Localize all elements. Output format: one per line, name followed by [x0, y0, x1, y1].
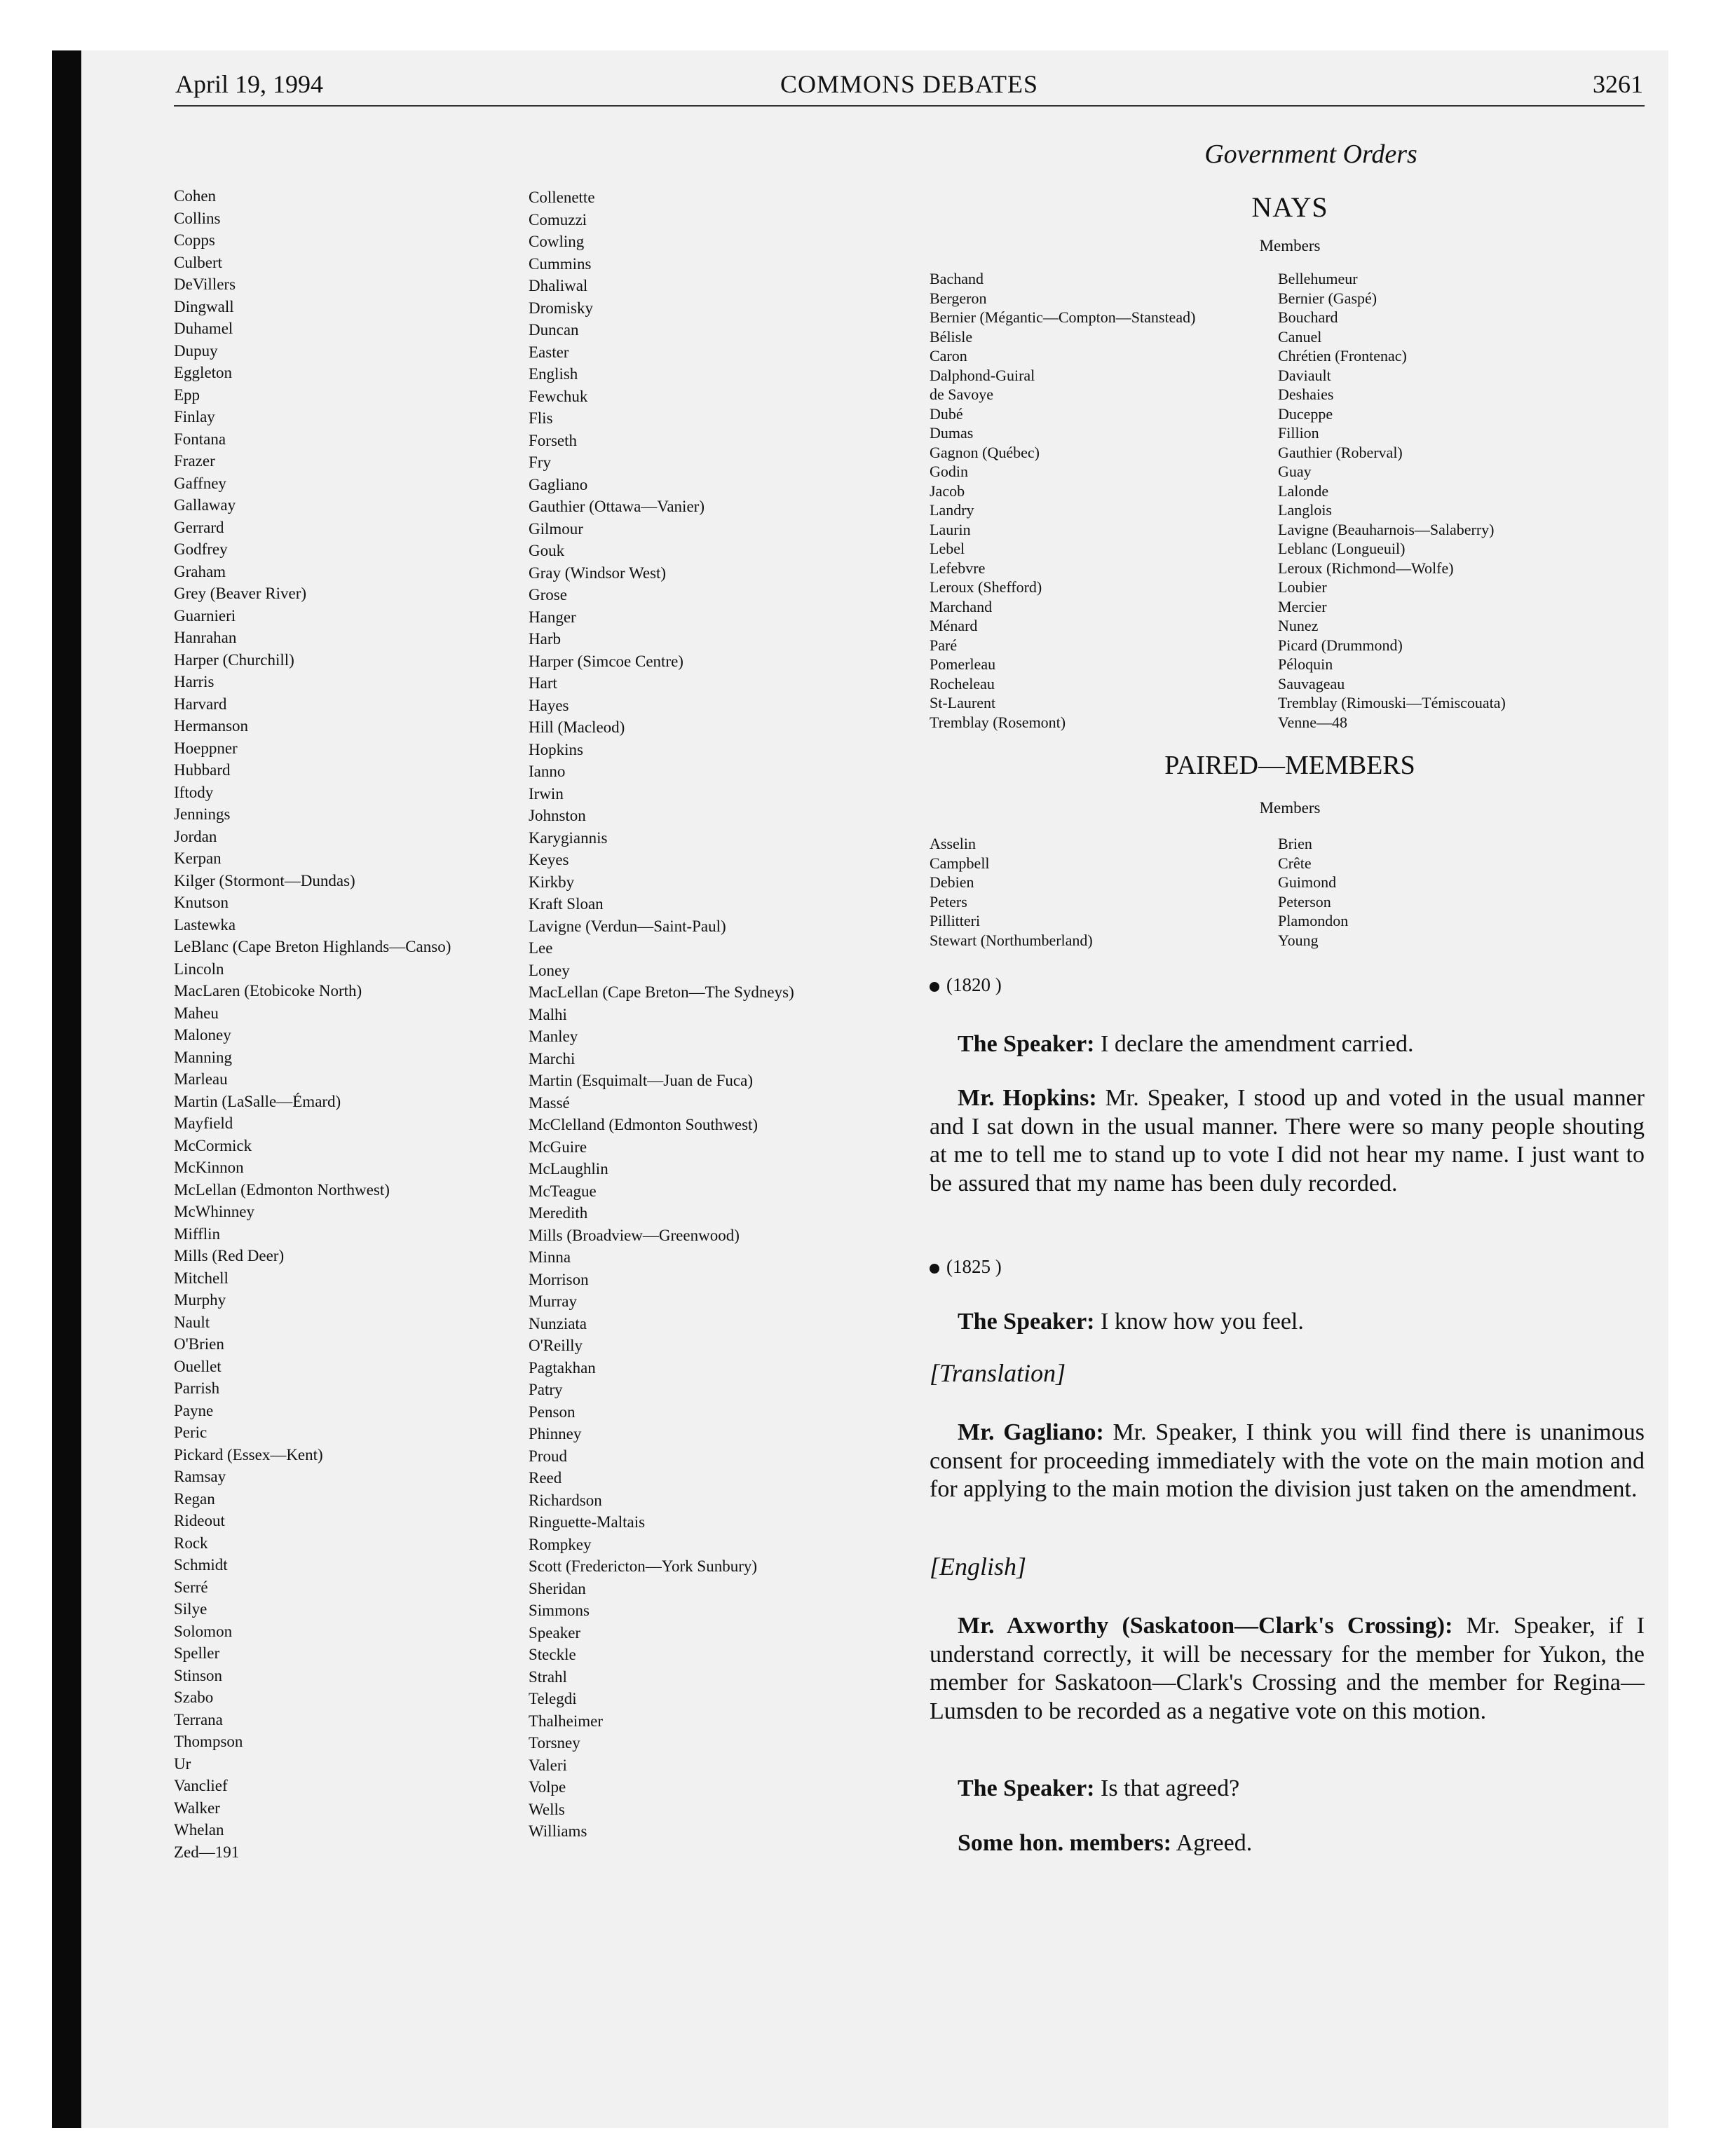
- scan-edge-bar: [52, 50, 81, 2128]
- member-name: Deshaies: [1278, 386, 1334, 403]
- member-name: Johnston: [529, 807, 586, 824]
- member-name: Kerpan: [174, 850, 222, 867]
- member-name: Hopkins: [529, 740, 583, 758]
- member-name: Young: [1278, 931, 1319, 949]
- member-name: Marchi: [529, 1049, 576, 1067]
- member-name: Minna: [529, 1248, 571, 1266]
- member-name: Penson: [529, 1403, 576, 1421]
- member-name: Hill (Macleod): [529, 718, 625, 736]
- member-name: Mayfield: [174, 1114, 233, 1132]
- speaker-name: The Speaker:: [958, 1031, 1095, 1057]
- member-name: Gerrard: [174, 518, 224, 536]
- member-name: Williams: [529, 1822, 587, 1840]
- member-name: Maloney: [174, 1026, 231, 1044]
- member-name: Guimond: [1278, 873, 1337, 891]
- member-name: Whelan: [174, 1821, 224, 1838]
- member-name: Ringuette-Maltais: [529, 1513, 646, 1531]
- member-name: Rideout: [174, 1512, 225, 1529]
- member-name: Caron: [930, 347, 967, 364]
- member-name: Martin (Esquimalt—Juan de Fuca): [529, 1072, 754, 1089]
- member-name: Cohen: [174, 187, 217, 205]
- member-name: Mills (Broadview—Greenwood): [529, 1226, 740, 1244]
- member-name: Volpe: [529, 1778, 566, 1796]
- timestamp-1820: [930, 974, 1002, 996]
- member-name: Godin: [930, 463, 968, 480]
- member-name: Szabo: [174, 1688, 214, 1706]
- editorial-note-translation: [Translation]: [930, 1359, 1066, 1387]
- member-name: Reed: [529, 1469, 562, 1487]
- speech-text: Mr. Speaker, if I understand correctly, it will be necessary for the member for Yukon, the member for Saskatoon—Clark's Crossing and the member for Regina—Lumsden to be recorded as a negative vote on this motion.: [930, 1613, 1645, 1724]
- member-name: Payne: [174, 1401, 214, 1419]
- member-name: Strahl: [529, 1667, 567, 1686]
- member-name: Brien: [1278, 835, 1312, 852]
- member-name: Kilger (Stormont—Dundas): [174, 871, 355, 889]
- member-name: Bergeron: [930, 289, 987, 307]
- member-name: Leroux (Richmond—Wolfe): [1278, 559, 1454, 577]
- member-name: Murphy: [174, 1291, 226, 1309]
- member-name: Keyes: [529, 851, 569, 868]
- member-name: Jordan: [174, 827, 217, 845]
- member-name: McCormick: [174, 1136, 252, 1154]
- bullet-icon: [930, 1264, 939, 1274]
- member-name: Thompson: [174, 1733, 243, 1750]
- member-name: Grose: [529, 586, 567, 603]
- member-name: Laurin: [930, 520, 971, 538]
- member-name: Mifflin: [174, 1224, 221, 1243]
- speaker-name: Mr. Hopkins:: [958, 1085, 1097, 1111]
- nays-members-label: Members: [1259, 237, 1321, 254]
- member-name: Gagnon (Québec): [930, 443, 1040, 461]
- member-name: Jacob: [930, 482, 965, 500]
- member-name: Fewchuk: [529, 387, 588, 405]
- speaker-name: The Speaker:: [958, 1775, 1095, 1801]
- member-name: Serré: [174, 1578, 208, 1596]
- member-name: Harper (Simcoe Centre): [529, 652, 683, 670]
- member-name: Nunziata: [529, 1314, 587, 1332]
- member-name: Cowling: [529, 233, 585, 250]
- member-name: Scott (Fredericton—York Sunbury): [529, 1557, 758, 1575]
- member-name: Irwin: [529, 784, 564, 803]
- member-name: O'Brien: [174, 1335, 224, 1353]
- member-name: Thalheimer: [529, 1712, 604, 1730]
- member-name: Tremblay (Rosemont): [930, 713, 1066, 731]
- member-name: McGuire: [529, 1138, 587, 1156]
- member-name: LeBlanc (Cape Breton Highlands—Canso): [174, 938, 451, 955]
- member-name: Manning: [174, 1048, 233, 1066]
- member-name: McLaughlin: [529, 1160, 608, 1178]
- member-name: Nault: [174, 1313, 210, 1331]
- member-name: Ur: [174, 1754, 191, 1773]
- member-name: Leblanc (Longueuil): [1278, 540, 1406, 557]
- member-name: St-Laurent: [930, 694, 996, 711]
- member-name: Canuel: [1278, 327, 1322, 346]
- member-name: Mitchell: [174, 1269, 229, 1287]
- member-name: Bernier (Gaspé): [1278, 289, 1377, 307]
- member-name: Rock: [174, 1534, 208, 1552]
- member-name: Grey (Beaver River): [174, 585, 307, 602]
- member-name: Kirkby: [529, 873, 575, 891]
- member-name: Phinney: [529, 1425, 582, 1442]
- header-date: April 19, 1994: [175, 70, 323, 98]
- member-name: Harb: [529, 630, 561, 648]
- member-name: Parrish: [174, 1379, 220, 1397]
- speech-text: Mr. Speaker, I stood up and voted in the usual manner and I sat down in the usual manner. There were so many people shouting at me to tell me to stand up to vote I did not hear my name. I just want to be assured that my name has been duly recorded.: [930, 1085, 1645, 1196]
- debate-paragraph: [930, 1775, 1645, 1803]
- member-name: Lebel: [930, 540, 965, 557]
- member-name: Loney: [529, 961, 570, 979]
- member-name: Gouk: [529, 542, 565, 559]
- member-name: Gray (Windsor West): [529, 564, 667, 582]
- member-name: Copps: [174, 231, 215, 249]
- member-name: Pagtakhan: [529, 1358, 596, 1377]
- member-name: Ianno: [529, 763, 566, 780]
- member-name: Debien: [930, 873, 974, 891]
- member-name: Walker: [174, 1799, 220, 1817]
- member-name: Venne—48: [1278, 713, 1347, 731]
- member-name: Murray: [529, 1292, 577, 1310]
- member-name: Pomerleau: [930, 655, 996, 673]
- debate-paragraph: [930, 1308, 1645, 1337]
- member-name: Eggleton: [174, 364, 233, 381]
- member-name: Chrétien (Frontenac): [1278, 347, 1407, 364]
- member-name: Flis: [529, 409, 553, 427]
- member-name: Harvard: [174, 695, 227, 713]
- member-name: Regan: [174, 1489, 215, 1508]
- speaker-name: Mr. Gagliano:: [958, 1419, 1104, 1445]
- header-page-number: 3261: [1593, 70, 1643, 98]
- member-name: Finlay: [174, 408, 215, 425]
- member-name: Hanrahan: [174, 629, 237, 646]
- member-name: Dingwall: [174, 297, 234, 315]
- member-name: Peric: [174, 1424, 207, 1441]
- speaker-name: The Speaker:: [958, 1309, 1095, 1335]
- member-name: Telegdi: [529, 1690, 577, 1707]
- member-name: Peterson: [1278, 892, 1331, 910]
- member-name: Manley: [529, 1028, 578, 1045]
- member-name: Comuzzi: [529, 210, 587, 228]
- member-name: Stinson: [174, 1666, 223, 1684]
- member-name: Godfrey: [174, 540, 228, 558]
- member-name: Pillitteri: [930, 912, 981, 929]
- member-name: Dubé: [930, 404, 963, 423]
- member-name: Loubier: [1278, 578, 1327, 596]
- member-name: Peters: [930, 892, 967, 910]
- member-name: Bellehumeur: [1278, 270, 1358, 287]
- member-name: Marleau: [174, 1070, 228, 1088]
- paired-right-column: [1278, 834, 1348, 950]
- member-name: Speaker: [529, 1623, 581, 1642]
- member-name: Gauthier (Roberval): [1278, 443, 1403, 461]
- member-name: Lastewka: [174, 915, 236, 934]
- paired-members-label: Members: [1259, 799, 1321, 817]
- member-name: Lee: [529, 939, 553, 957]
- debate-paragraph: [930, 1030, 1645, 1059]
- speaker-name: Some hon. members:: [958, 1830, 1172, 1856]
- member-name: Langlois: [1278, 501, 1332, 519]
- member-name: MacLellan (Cape Breton—The Sydneys): [529, 983, 794, 1001]
- member-name: MacLaren (Etobicoke North): [174, 982, 362, 999]
- member-name: Lavigne (Beauharnois—Salaberry): [1278, 520, 1495, 538]
- member-name: Torsney: [529, 1734, 580, 1752]
- member-name: Fillion: [1278, 424, 1319, 442]
- member-name: Massé: [529, 1093, 570, 1112]
- member-name: Landry: [930, 501, 974, 519]
- speech-text: Is that agreed?: [1094, 1775, 1240, 1801]
- member-name: Fry: [529, 453, 551, 471]
- member-name: Rompkey: [529, 1535, 592, 1553]
- member-name: Richardson: [529, 1491, 602, 1509]
- yeas-column-2: [529, 186, 794, 1843]
- member-name: Silye: [174, 1600, 207, 1618]
- member-name: Hoeppner: [174, 739, 238, 757]
- member-name: Hermanson: [174, 717, 249, 735]
- member-name: Mercier: [1278, 597, 1327, 615]
- member-name: Campbell: [930, 854, 990, 872]
- member-name: Dumas: [930, 424, 974, 442]
- member-name: Maheu: [174, 1004, 219, 1022]
- debate-paragraph: [930, 1084, 1645, 1198]
- member-name: Culbert: [174, 253, 222, 271]
- member-name: Karygiannis: [529, 828, 608, 847]
- speech-text: I declare the amendment carried.: [1094, 1031, 1414, 1057]
- section-heading: Government Orders: [1204, 139, 1417, 169]
- member-name: Collenette: [529, 189, 595, 206]
- member-name: Dhaliwal: [529, 277, 588, 294]
- header-rule: [174, 105, 1645, 107]
- member-name: Tremblay (Rimouski—Témiscouata): [1278, 694, 1506, 711]
- member-name: Speller: [174, 1644, 220, 1662]
- member-name: Epp: [174, 386, 200, 404]
- member-name: Lefebvre: [930, 559, 986, 577]
- member-name: Terrana: [174, 1710, 223, 1728]
- member-name: Lavigne (Verdun—Saint-Paul): [529, 917, 726, 935]
- member-name: DeVillers: [174, 275, 236, 293]
- member-name: Lincoln: [174, 960, 224, 978]
- member-name: Harper (Churchill): [174, 650, 294, 669]
- debate-paragraph: [930, 1612, 1645, 1726]
- member-name: de Savoye: [930, 386, 994, 403]
- debate-paragraph: [930, 1829, 1645, 1858]
- member-name: Steckle: [529, 1646, 576, 1663]
- member-name: Gauthier (Ottawa—Vanier): [529, 498, 705, 515]
- member-name: English: [529, 365, 578, 383]
- member-name: McWhinney: [174, 1203, 254, 1220]
- member-name: Gaffney: [174, 474, 226, 492]
- paired-title: PAIRED—MEMBERS: [1164, 751, 1415, 780]
- member-name: Valeri: [529, 1756, 567, 1774]
- speech-text: I know how you feel.: [1094, 1309, 1304, 1335]
- member-name: Péloquin: [1278, 655, 1333, 673]
- member-name: Asselin: [930, 835, 976, 852]
- member-name: Crête: [1278, 854, 1312, 872]
- speaker-name: Mr. Axworthy (Saskatoon—Clark's Crossing):: [958, 1613, 1453, 1639]
- member-name: McKinnon: [174, 1159, 244, 1176]
- member-name: Schmidt: [174, 1556, 228, 1574]
- member-name: Knutson: [174, 894, 229, 911]
- member-name: Picard (Drummond): [1278, 636, 1403, 654]
- member-name: Morrison: [529, 1270, 589, 1288]
- member-name: Dromisky: [529, 299, 593, 317]
- member-name: Bernier (Mégantic—Compton—Stanstead): [930, 308, 1196, 326]
- member-name: Kraft Sloan: [529, 895, 604, 913]
- member-name: Ramsay: [174, 1468, 226, 1485]
- member-name: Marchand: [930, 597, 993, 615]
- bullet-icon: [930, 982, 939, 992]
- member-name: Hart: [529, 674, 557, 692]
- member-name: Nunez: [1278, 617, 1319, 634]
- member-name: Zed—191: [174, 1843, 240, 1861]
- member-name: Pickard (Essex—Kent): [174, 1445, 323, 1464]
- timestamp-1825: [930, 1256, 1002, 1278]
- member-name: Gilmour: [529, 519, 583, 538]
- nays-left-column: [930, 269, 1195, 732]
- nays-right-column: [1278, 269, 1506, 732]
- member-name: McLellan (Edmonton Northwest): [174, 1180, 390, 1199]
- member-name: Dalphond-Guiral: [930, 366, 1035, 384]
- member-name: Guarnieri: [174, 606, 236, 625]
- timestamp-text: (1825 ): [946, 1256, 1002, 1277]
- member-name: Cummins: [529, 254, 592, 273]
- page-header: [175, 69, 1643, 105]
- header-title: COMMONS DEBATES: [780, 70, 1039, 98]
- member-name: Easter: [529, 343, 569, 361]
- member-name: Hubbard: [174, 761, 231, 779]
- member-name: Ménard: [930, 617, 978, 634]
- member-name: Sheridan: [529, 1579, 586, 1597]
- member-name: McTeague: [529, 1182, 597, 1200]
- member-name: Bouchard: [1278, 308, 1338, 326]
- member-name: Duhamel: [174, 320, 233, 337]
- member-name: Guay: [1278, 463, 1312, 480]
- member-name: Mills (Red Deer): [174, 1247, 285, 1264]
- member-name: Rocheleau: [930, 674, 995, 692]
- yeas-column-1: [174, 185, 451, 1863]
- member-name: Simmons: [529, 1602, 590, 1619]
- member-name: Harris: [174, 673, 215, 690]
- member-name: Bélisle: [930, 327, 973, 346]
- member-name: Hayes: [529, 696, 569, 714]
- member-name: McClelland (Edmonton Southwest): [529, 1116, 758, 1133]
- member-name: Duncan: [529, 321, 579, 339]
- member-name: Daviault: [1278, 366, 1331, 384]
- member-name: Paré: [930, 636, 958, 654]
- member-name: Meredith: [529, 1204, 588, 1222]
- member-name: Iftody: [174, 783, 214, 801]
- paired-left-column: [930, 834, 1093, 950]
- member-name: Gagliano: [529, 475, 588, 493]
- member-name: O'Reilly: [529, 1337, 583, 1354]
- debate-paragraph: [930, 1419, 1645, 1504]
- member-name: Lalonde: [1278, 482, 1329, 500]
- member-name: Vanclief: [174, 1777, 228, 1794]
- member-name: Ouellet: [174, 1357, 222, 1375]
- member-name: Frazer: [174, 452, 215, 470]
- speech-text: Mr. Speaker, I think you will find there is unanimous consent for proceeding immediately with the vote on the main motion and for applying to the main motion the division just taken on the amendment.: [930, 1419, 1645, 1502]
- editorial-note-english: [English]: [930, 1553, 1027, 1581]
- member-name: Fontana: [174, 430, 226, 448]
- member-name: Solomon: [174, 1622, 233, 1640]
- member-name: Bachand: [930, 270, 984, 287]
- member-name: Malhi: [529, 1005, 567, 1023]
- timestamp-text: (1820 ): [946, 974, 1002, 995]
- speech-text: Agreed.: [1171, 1830, 1253, 1856]
- member-name: Proud: [529, 1447, 567, 1465]
- member-name: Stewart (Northumberland): [930, 931, 1093, 949]
- member-name: Hanger: [529, 608, 576, 626]
- nays-title: NAYS: [1251, 191, 1328, 223]
- member-name: Martin (LaSalle—Émard): [174, 1092, 341, 1110]
- member-name: Forseth: [529, 431, 577, 449]
- member-name: Collins: [174, 209, 221, 227]
- member-name: Leroux (Shefford): [930, 578, 1042, 596]
- member-name: Dupuy: [174, 341, 218, 360]
- member-name: Patry: [529, 1381, 563, 1398]
- member-name: Graham: [174, 562, 226, 580]
- member-name: Jennings: [174, 805, 231, 823]
- member-name: Wells: [529, 1800, 565, 1818]
- member-name: Sauvageau: [1278, 674, 1345, 692]
- member-name: Plamondon: [1278, 912, 1349, 929]
- member-name: Duceppe: [1278, 404, 1333, 423]
- member-name: Gallaway: [174, 496, 236, 514]
